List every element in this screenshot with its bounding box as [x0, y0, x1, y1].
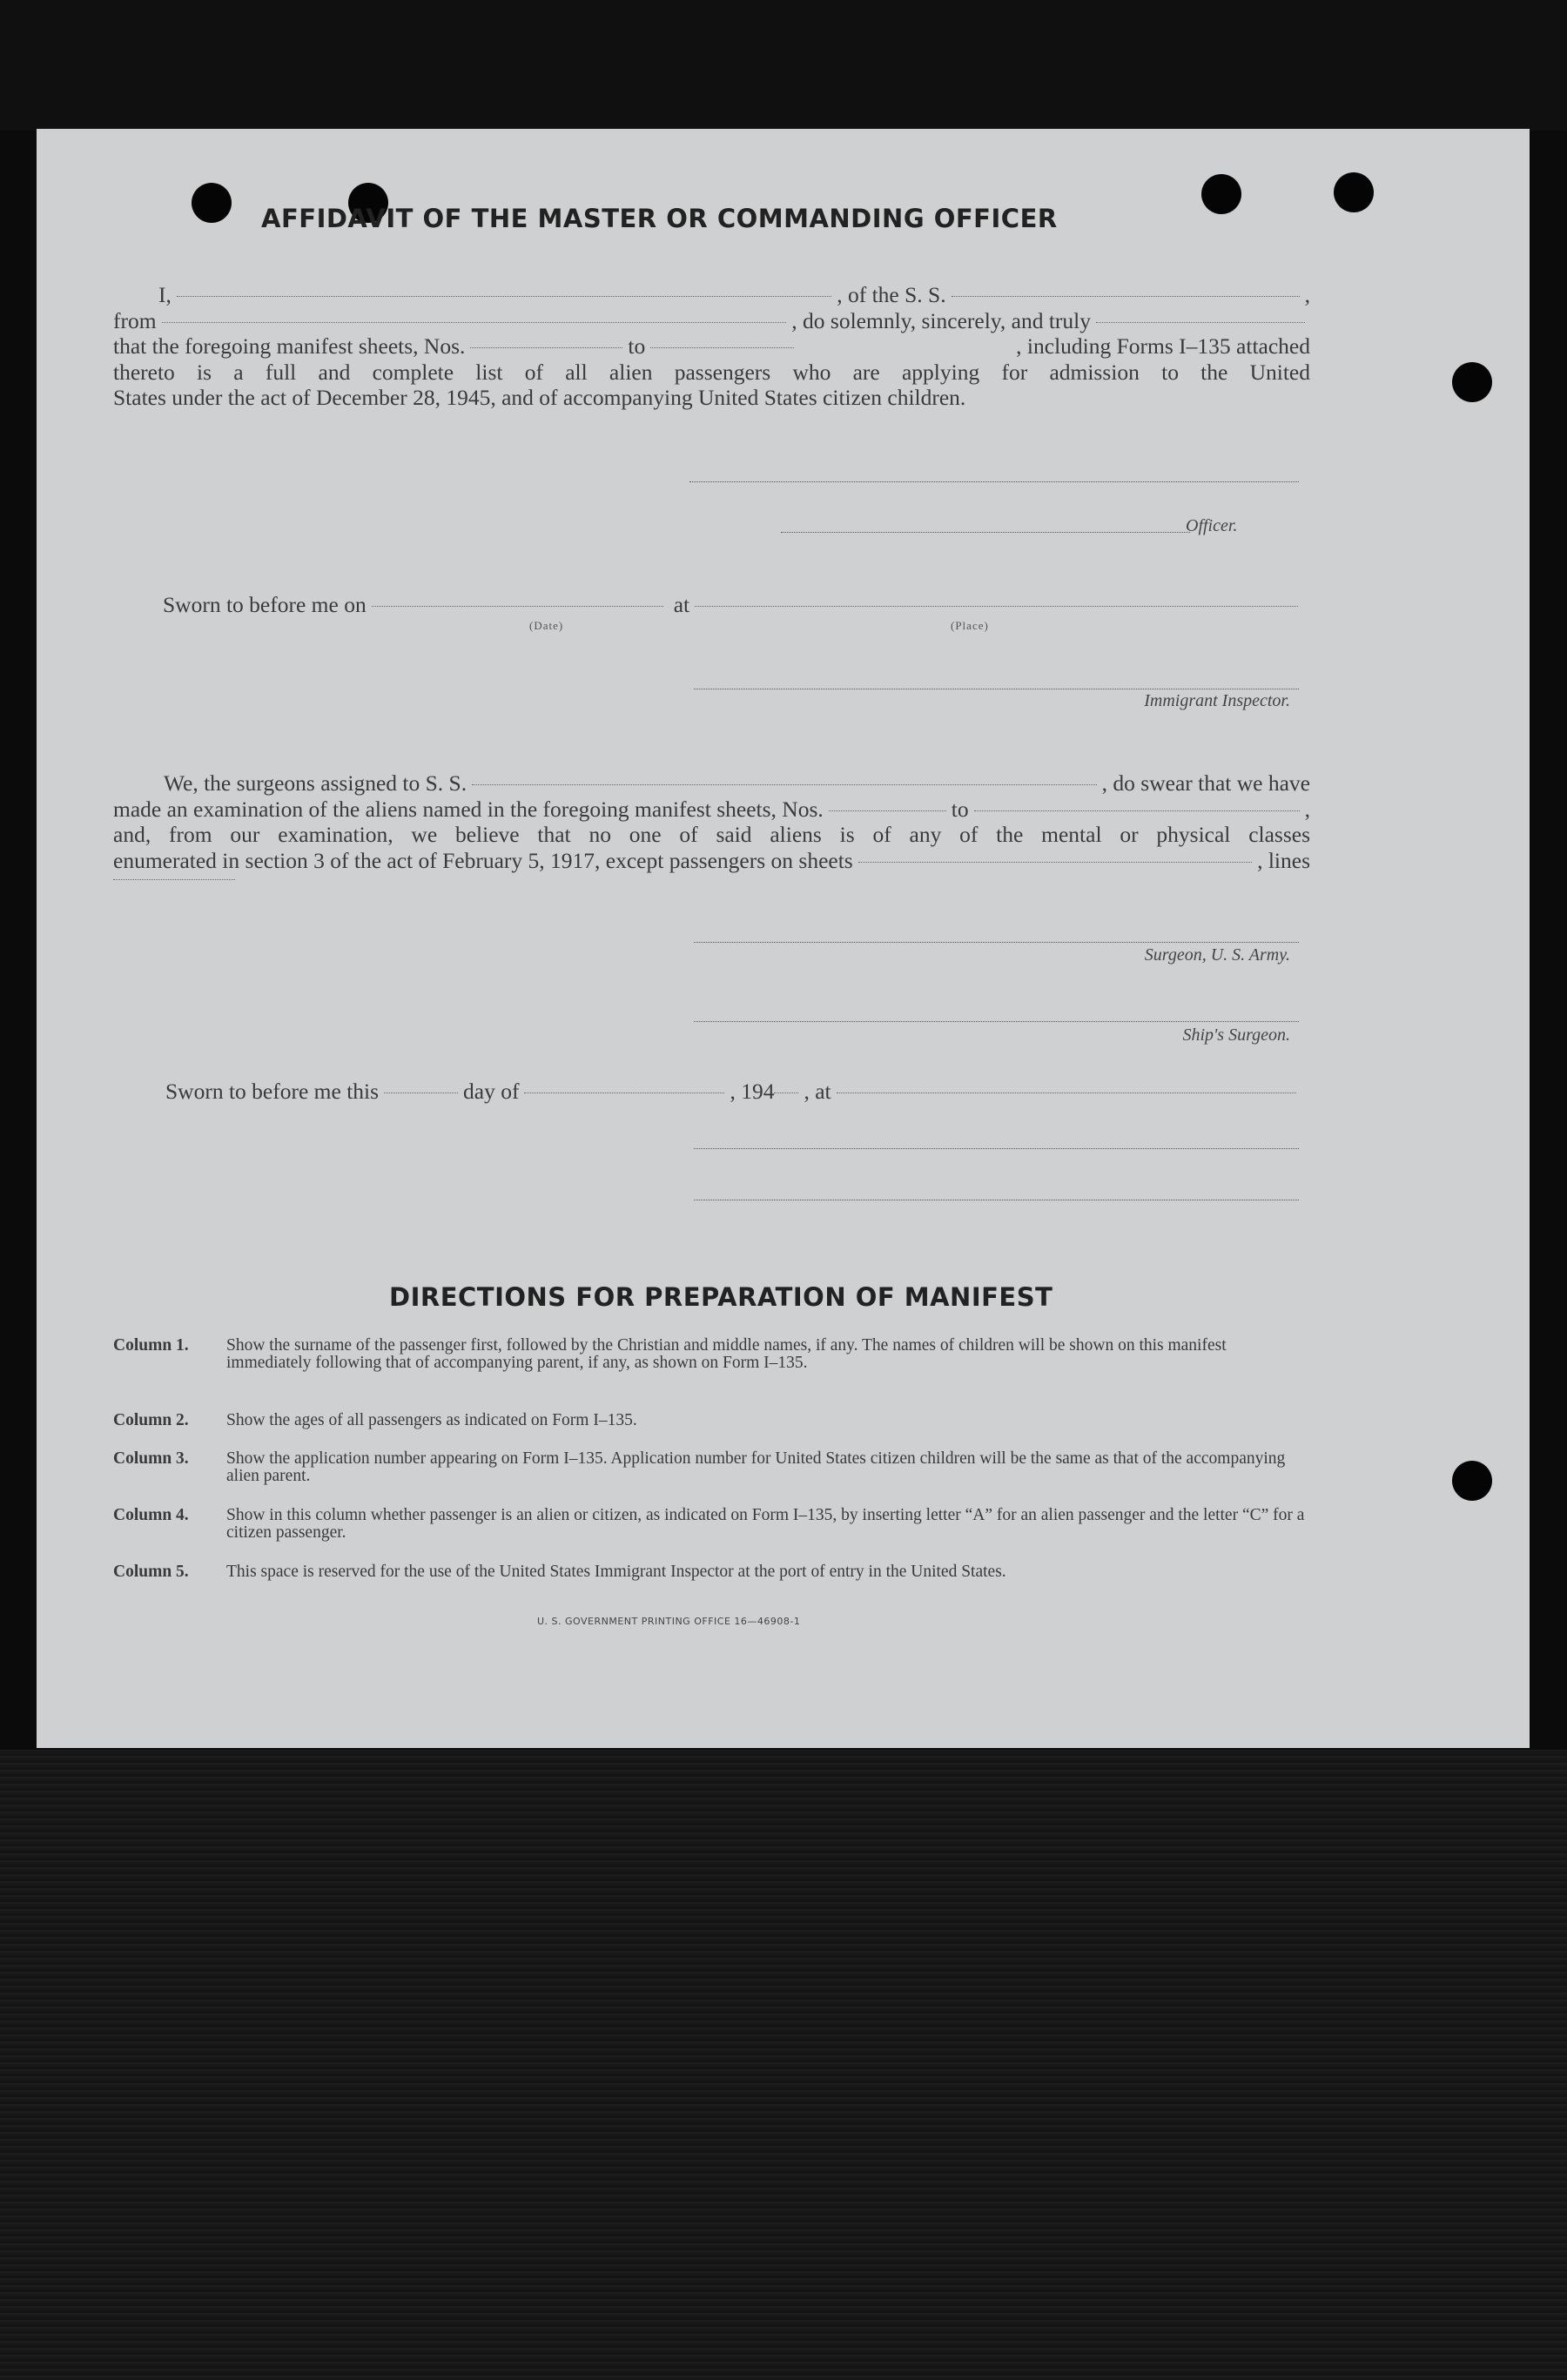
direction-column-5	[113, 1563, 1310, 1581]
text-surgeons-assigned: We, the surgeons assigned to S. S.	[164, 770, 467, 796]
army-surgeon-signature-line[interactable]	[694, 942, 1299, 943]
text-of-ss: , of the S. S.	[837, 282, 946, 307]
text-to: to	[628, 333, 646, 359]
day-blank[interactable]	[384, 1092, 458, 1093]
text-sworn-on: Sworn to before me on	[163, 592, 367, 617]
officer-signature-line-2[interactable]	[781, 532, 1190, 533]
text-sworn-this: Sworn to before me this	[165, 1079, 380, 1104]
column-text: This space is reserved for the use of the United States Immigrant Inspector at the port of entry in the United States.	[226, 1563, 1006, 1581]
text-year: , 194	[730, 1079, 775, 1104]
text-enumerated: enumerated in section 3 of the act of February 5, 1917, except passengers on sheets	[113, 847, 853, 873]
witness-signature-line-1[interactable]	[694, 1148, 1299, 1149]
punch-hole	[192, 183, 232, 223]
column-label: Column 4.	[113, 1506, 189, 1524]
sheets-blank[interactable]	[858, 861, 1252, 863]
text-comma: ,	[1304, 282, 1310, 307]
direction-column-1	[113, 1337, 1310, 1372]
text-thereto: thereto is a full and complete list of all alien passengers who are applying for admission to the United	[113, 359, 1310, 385]
month-blank[interactable]	[524, 1092, 724, 1093]
text-lines: , lines	[1257, 847, 1310, 873]
sworn-place-blank[interactable]	[837, 1092, 1296, 1093]
sworn-on-line	[163, 592, 1303, 618]
officer-label: Officer.	[1186, 516, 1238, 535]
column-text: Show the surname of the passenger first, followed by the Christian and middle names, if any. The names of children will be shown on this manifest immediately following that of accompanying parent, if any, as shown on Form I–135.	[226, 1336, 1227, 1372]
surgeon-sheet-from-blank[interactable]	[829, 810, 946, 811]
text-at: , at	[804, 1079, 831, 1104]
direction-column-2	[113, 1412, 1310, 1429]
column-text: Show in this column whether passenger is an alien or citizen, as indicated on Form I–135, by inserting letter “A” for an alien passenger and the letter “C” for a citizen passenger.	[226, 1506, 1305, 1542]
sheet-from-blank[interactable]	[470, 346, 622, 348]
text-comma: ,	[1304, 796, 1310, 822]
text-solemnly: , do solemnly, sincerely, and truly	[791, 307, 1091, 333]
text-to: to	[951, 796, 969, 822]
direction-column-4	[113, 1507, 1310, 1542]
text-mental-physical: and, from our examination, we believe that no one of said aliens is of any of the mental or physical classes	[113, 822, 1310, 847]
printing-office-footer: U. S. GOVERNMENT PRINTING OFFICE 16—46908-1	[537, 1616, 801, 1627]
date-blank[interactable]	[372, 605, 663, 607]
column-text: Show the application number appearing on Form I–135. Application number for United States citizen children will be the same as that of the accompanying alien parent.	[226, 1449, 1286, 1485]
punch-hole	[1452, 1461, 1492, 1501]
sworn-this-line	[165, 1079, 1301, 1105]
direction-column-3	[113, 1450, 1310, 1485]
ship-name-blank[interactable]	[952, 295, 1300, 297]
column-label: Column 5.	[113, 1563, 189, 1581]
column-label: Column 3.	[113, 1449, 189, 1468]
surgeon-sheet-to-blank[interactable]	[974, 810, 1300, 811]
affidavit-title: AFFIDAVIT OF THE MASTER OR COMMANDING OFFICER	[261, 204, 1058, 233]
column-text: Show the ages of all passengers as indicated on Form I–135.	[226, 1411, 637, 1429]
place-caption: (Place)	[951, 619, 989, 632]
surgeons-paragraph	[113, 770, 1310, 875]
punch-hole	[1201, 174, 1241, 214]
year-blank[interactable]	[774, 1092, 798, 1093]
directions-title: DIRECTIONS FOR PREPARATION OF MANIFEST	[389, 1282, 1053, 1312]
column-label: Column 1.	[113, 1336, 189, 1355]
date-caption: (Date)	[529, 619, 564, 632]
text-do-swear: , do swear that we have	[1101, 770, 1310, 796]
form-page	[37, 129, 1530, 1748]
text-examination: made an examination of the aliens named in the foregoing manifest sheets, Nos.	[113, 796, 824, 822]
inspector-label: Immigrant Inspector.	[1144, 691, 1290, 710]
scan-background-top	[0, 0, 1567, 131]
affidavit-paragraph	[113, 282, 1310, 411]
text-from: from	[113, 307, 157, 333]
column-label: Column 2.	[113, 1411, 189, 1429]
officer-signature-line-1[interactable]	[689, 481, 1299, 482]
ship-surgeon-label: Ship's Surgeon.	[1182, 1025, 1290, 1045]
surgeon-ship-blank[interactable]	[472, 783, 1097, 785]
army-surgeon-label: Surgeon, U. S. Army.	[1144, 945, 1290, 965]
solemnly-blank[interactable]	[1096, 321, 1305, 323]
text-including-forms: , including Forms I–135 attached	[1016, 333, 1310, 359]
punch-hole	[1334, 172, 1374, 212]
place-blank[interactable]	[695, 605, 1298, 607]
text-at: at	[673, 592, 690, 617]
from-port-blank[interactable]	[162, 321, 787, 323]
name-blank[interactable]	[177, 295, 831, 297]
punch-hole	[1452, 362, 1492, 402]
lines-blank[interactable]	[113, 878, 235, 880]
ship-surgeon-signature-line[interactable]	[694, 1021, 1299, 1022]
text-states-act: States under the act of December 28, 1945, and of accompanying United States citizen children.	[113, 385, 966, 410]
text-manifest-sheets: that the foregoing manifest sheets, Nos.	[113, 333, 466, 359]
sheet-to-blank[interactable]	[650, 346, 794, 348]
text-day-of: day of	[463, 1079, 520, 1104]
text-i: I,	[158, 282, 171, 307]
scan-background-bottom	[0, 1750, 1567, 2380]
